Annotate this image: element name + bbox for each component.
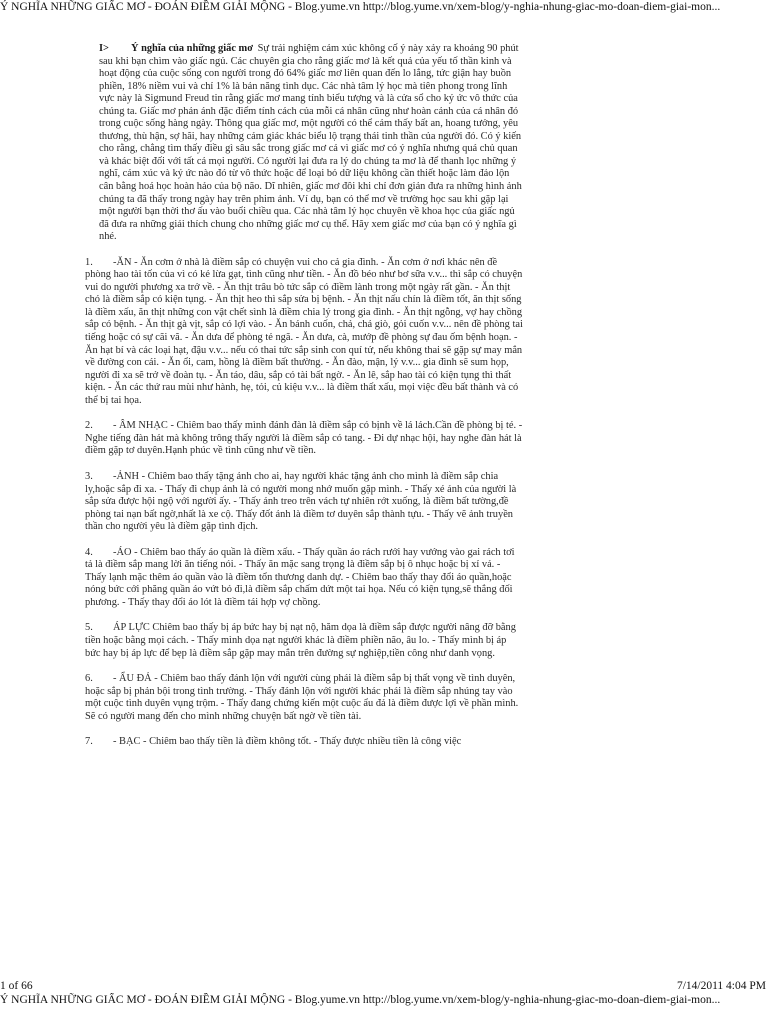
dream-entry	[85, 673, 523, 723]
entry-text: - ÂM NHẠC - Chiêm bao thấy mình đánh đàn là điềm sắp có bịnh về lá lách.Cần đề phòng bị té. - Nghe tiếng đàn hát mà không trông thấy người là điềm sắp có tang. - Đi dự nhạc hội, hay nghe đàn hát là điềm gặp tơ duyên.Hạnh phúc về tình cũng như về tiền.	[85, 420, 523, 457]
page-number: 1 of 66	[0, 980, 33, 992]
entry-number: 4.	[85, 546, 93, 558]
print-header: Ý NGHĨA NHỮNG GIẤC MƠ - ĐOÁN ĐIỀM GIẢI MỘNG - Blog.yume.vn http://blog.yume.vn/xem-blog/y-nghia-nhung-giac-mo-doan-diem-giai-mon...	[0, 1, 721, 13]
entry-number: 5.	[85, 622, 93, 634]
article-body	[85, 43, 523, 749]
dream-entry	[85, 420, 523, 458]
entry-text: ÁP LỰC Chiêm bao thấy bị áp bức hay bị nạt nộ, hăm dọa là điềm sắp được người nâng đỡ bằng tiền hoặc bằng mọi cách. - Thấy mình dọa nạt người khác là điềm phiền não, âu lo. - Thấy mình bị áp bức hay bị áp lực để bẹp là điềm sắp gặp may mắn trên đường sự nghiệp,tiền công như danh vọng.	[85, 622, 516, 659]
intro-marker: I>	[99, 43, 109, 54]
entry-number: 6.	[85, 673, 93, 685]
entry-text: - ẨU ĐẢ - Chiêm bao thấy đánh lộn với người cùng phái là điềm sắp bị thất vọng về tình duyên, hoặc sắp bị phản bội trong tình trường. - Thấy đánh lộn với người khác phái là điềm sắp nhúng tay vào một cuộc tình duyên vụng trộm. - Thấy đang chứng kiến một cuộc ẩu đả là điềm được lợi về phần mình. Sẽ có người mang đến cho mình những chuyện bất ngờ về tiền tài.	[85, 673, 519, 722]
entry-text: - BẠC - Chiêm bao thấy tiền là điềm không tốt. - Thấy được nhiều tiền là công việc	[113, 736, 462, 748]
dream-entry	[85, 736, 523, 749]
print-footer-title: Ý NGHĨA NHỮNG GIẤC MƠ - ĐOÁN ĐIỀM GIẢI MỘNG - Blog.yume.vn http://blog.yume.vn/xem-blog/y-nghia-nhung-giac-mo-doan-diem-giai-mon...	[0, 994, 721, 1006]
dream-entry	[85, 622, 523, 660]
dream-entry	[85, 257, 523, 408]
entry-number: 3.	[85, 470, 93, 482]
dream-entry	[85, 471, 523, 534]
entry-text: -ÁO - Chiêm bao thấy áo quần là điềm xấu. - Thấy quần áo rách rưới hay vướng vào gai rách tơi tả là điềm sắp mang lời ăn tiếng nói. - Thấy ăn mặc sang trọng là điềm sắp bị ô nhục hoặc bị xỉ vả. - Thấy lạnh mặc thêm áo quần vào là điềm tổn thương danh dự. - Chiêm bao thấy thay đổi áo quần,hoặc nóng bức cởi phăng quần áo vứt bỏ đi,là điềm sắp chấm dứt một tai họa. Nếu có kiện tụng,sẽ thắng đối phương. - Thấy thay đổi áo lót là điềm tái hợp vợ chồng.	[85, 546, 515, 608]
intro-title: Ý nghĩa của những giấc mơ	[130, 43, 253, 54]
intro-paragraph	[85, 43, 523, 244]
print-footer	[0, 979, 768, 993]
print-date: 7/14/2011 4:04 PM	[676, 980, 766, 992]
entry-number: 2.	[85, 420, 93, 432]
entry-number: 1.	[85, 256, 93, 268]
entry-number: 7.	[85, 736, 93, 748]
dream-entry	[85, 547, 523, 610]
entry-text: -ĂN - Ăn cơm ở nhà là điềm sắp có chuyện vui cho cả gia đình. - Ăn cơm ở nơi khác nên đề phòng hao tài tốn của vì có kẻ lừa gạt, tình cũng như tiền. - Ăn đồ béo như bơ sữa v.v... thì sắp có chuyện vui do người phương xa trở về. - Ăn thịt trâu bò tức sắp có điềm lành trong một ngày rất gần. - Ăn thịt chó là điềm sắp có kiện tụng. - Ăn thịt heo thì sắp sửa bị bệnh. - Ăn thịt nấu chín là điềm tốt, ăn thịt sống là điềm xấu, ăn thịt những con vật chết sình là điềm chia lý trong gia đình. - Ăn thịt ngỗng, vợ hay chồng sắp có bệnh. - Ăn thịt gà vịt, sắp có lợi vào. - Ăn bánh cuốn, chả, chả giò, gỏi cuốn v.v... nên đề phòng tai tiếng hoặc có sự cãi vã. - Ăn dưa để phòng tẻ ngã. - Ăn dưa, cà, mướp đề phòng sự đau ốm bệnh hoạn. - Ăn hạt bí và các loại hạt, đậu v.v... nếu có thai tức sắp sinh con quí tử, nếu không thai sẽ gặp sự may mắn về đường con cái. - Ăn ổi, cam, hồng là điềm bất thường. - Ăn đào, mận, lý v.v... gia đình sẽ sum họp, người đi xa sẽ trở về đoàn tụ. - Ăn táo, dâu, sắp có tài bất ngờ. - Ăn lê, sắp hao tài có kiện tụng thì thất kiện. - Ăn các thứ rau mùi như hành, hẹ, tỏi, củ kiệu v.v... là điềm thất xấu, mọi việc đều bất thành và có thể bị tai họa.	[85, 256, 523, 406]
entry-text: -ẢNH - Chiêm bao thấy tặng ảnh cho ai, hay người khác tặng ảnh cho mình là điềm sắp chia ly,hoặc sắp đi xa. - Thấy đi chụp ảnh là có người mong nhớ muốn gặp mình. - Thấy xé ảnh của người là sắp sửa được hội ngộ với người ấy. - Thấy ảnh treo trên vách tự nhiên rớt xuống, là điềm bất tường,đề phòng tai nạn bất ngờ,nhất là xe cộ. Thấy đốt ảnh là điềm tơ duyên sắp thành tựu. - Thấy vẽ ảnh truyền thần cho người yêu là điềm gặp tình địch.	[85, 470, 517, 533]
intro-text: Sự trải nghiệm cảm xúc không cố ý này xảy ra khoảng 90 phút sau khi bạn chìm vào giấc ngủ. Các chuyên gia cho rằng giấc mơ là kết quả của yếu tố thần kinh và hoạt động của cuộc sống con người trong đó 64% giấc mơ liên quan đến lo lắng, tức giận hay buồn phiền, 18% niềm vui và chỉ 1% là bản năng tình dục. Các nhà tâm lý học mà tiên phong trong lĩnh vực này là Sigmund Freud tin rằng giấc mơ mang tính biểu tượng và là cửa sổ cho ký ức vô thức của chúng ta. Giấc mơ phản ánh đặc điểm tính cách của mỗi cá nhân cũng như hoàn cảnh của cá nhân đó trong cuộc sống hàng ngày. Thông qua giấc mơ, một người có thể cảm thấy bất an, hoang tưởng, yêu thương, thù hận, sợ hãi, hay những cảm giác khác biểu lộ trạng thái tinh thần của người đó. Có ý kiến cho rằng, chẳng tìm thấy điều gì sâu sắc trong giấc mơ cả vì giấc mơ có ý nghĩa nhưng quá chủ quan và khác biệt đối với tất cả mọi người. Có người lại đưa ra lý do chúng ta mơ là để thanh lọc những ý nghĩ, cảm xúc và ký ức nào đó từ vô thức hoặc để loại bỏ dữ liệu không cần thiết hoặc làm đảo lộn cân bằng hoá học hoàn hảo của bộ não. Dĩ nhiên, giấc mơ đôi khi chỉ đơn giản đưa ra những hình ảnh chúng ta đã thấy trong ngày hay trên phim ảnh. Ví dụ, bạn có thể mơ về trường học sau khi gặp lại một người bạn thời thơ ấu vào buổi chiều qua. Các nhà tâm lý học chuyên về khoa học của giấc ngủ đã đưa ra những giải thích chung cho những giấc mơ cụ thể. Hãy xem giấc mơ của bạn có ý nghĩa gì nhé.	[99, 43, 522, 243]
